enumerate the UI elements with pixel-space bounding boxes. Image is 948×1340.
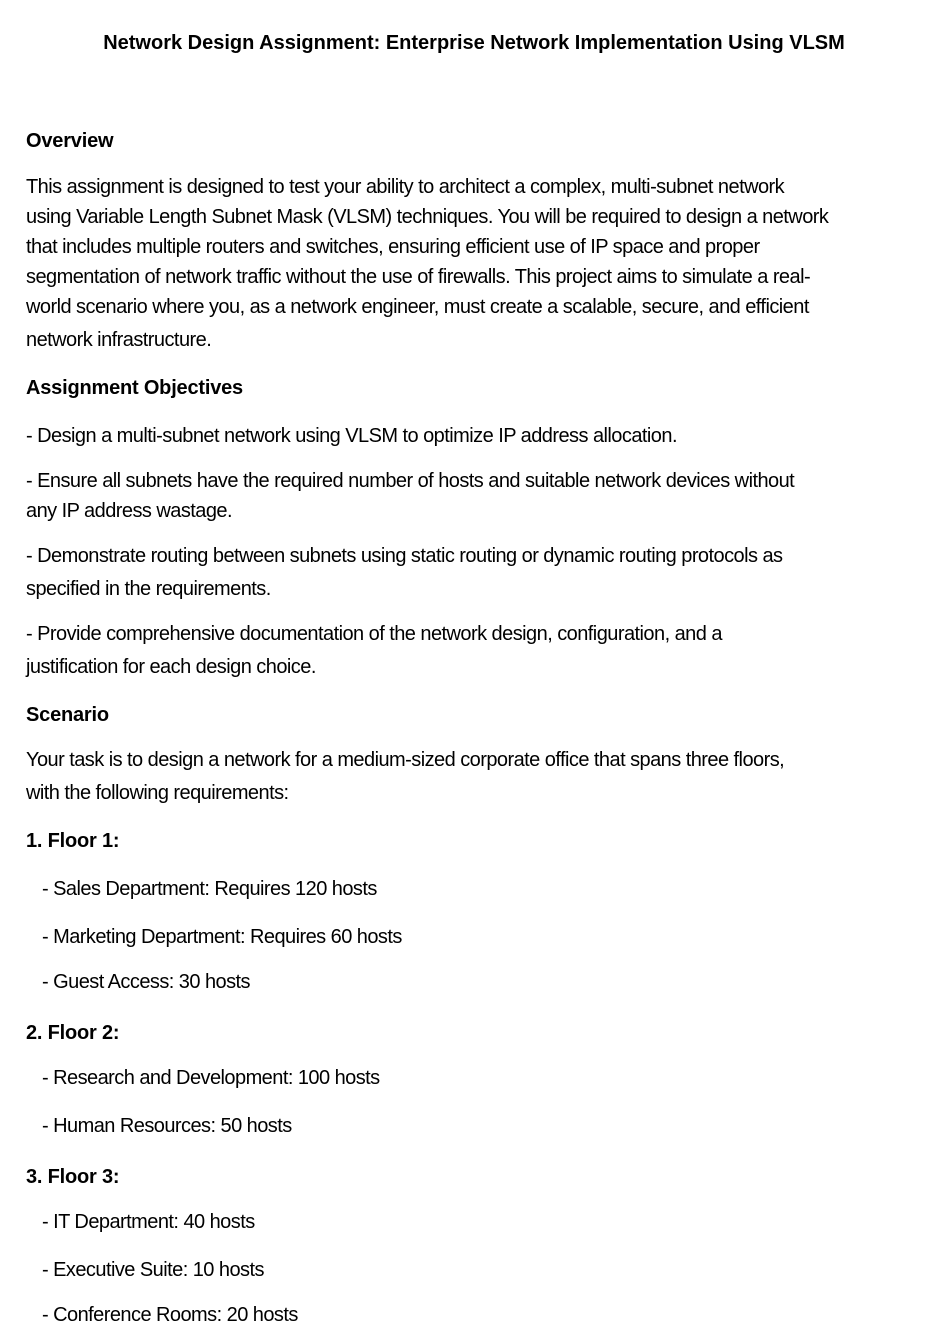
objective-item-continued: any IP address wastage. xyxy=(26,500,233,522)
overview-line: world scenario where you, as a network engineer, must create a scalable, secure, and efficient xyxy=(26,296,809,318)
floor-requirement: - Guest Access: 30 hosts xyxy=(42,971,251,993)
floor-heading: 3. Floor 3: xyxy=(26,1166,120,1188)
scenario-heading: Scenario xyxy=(26,704,109,726)
overview-line: segmentation of network traffic without the use of firewalls. This project aims to simulate a real- xyxy=(26,266,811,288)
objective-item: - Design a multi-subnet network using VLSM to optimize IP address allocation. xyxy=(26,425,677,447)
floor-requirement: - Marketing Department: Requires 60 hosts xyxy=(42,926,402,948)
scenario-line: Your task is to design a network for a medium-sized corporate office that spans three floors, xyxy=(26,749,785,771)
overview-line: that includes multiple routers and switches, ensuring efficient use of IP space and proper xyxy=(26,236,760,258)
document-title: Network Design Assignment: Enterprise Network Implementation Using VLSM xyxy=(103,32,845,54)
floor-requirement: - Research and Development: 100 hosts xyxy=(42,1067,380,1089)
floor-requirement: - Sales Department: Requires 120 hosts xyxy=(42,878,377,900)
floor-requirement: - Conference Rooms: 20 hosts xyxy=(42,1304,298,1326)
overview-line: network infrastructure. xyxy=(26,329,212,351)
floor-heading: 2. Floor 2: xyxy=(26,1022,120,1044)
overview-heading: Overview xyxy=(26,130,114,152)
floor-requirement: - Executive Suite: 10 hosts xyxy=(42,1259,264,1281)
objective-item-continued: specified in the requirements. xyxy=(26,578,271,600)
floor-heading: 1. Floor 1: xyxy=(26,830,120,852)
objective-item: - Provide comprehensive documentation of the network design, configuration, and a xyxy=(26,623,722,645)
floor-requirement: - IT Department: 40 hosts xyxy=(42,1211,255,1233)
overview-line: This assignment is designed to test your ability to architect a complex, multi-subnet network xyxy=(26,176,785,198)
objective-item: - Ensure all subnets have the required number of hosts and suitable network devices without xyxy=(26,470,795,492)
objective-item-continued: justification for each design choice. xyxy=(26,656,316,678)
floor-requirement: - Human Resources: 50 hosts xyxy=(42,1115,292,1137)
objective-item: - Demonstrate routing between subnets using static routing or dynamic routing protocols as xyxy=(26,545,783,567)
overview-line: using Variable Length Subnet Mask (VLSM) techniques. You will be required to design a network xyxy=(26,206,829,228)
scenario-line: with the following requirements: xyxy=(26,782,289,804)
objectives-heading: Assignment Objectives xyxy=(26,377,243,399)
